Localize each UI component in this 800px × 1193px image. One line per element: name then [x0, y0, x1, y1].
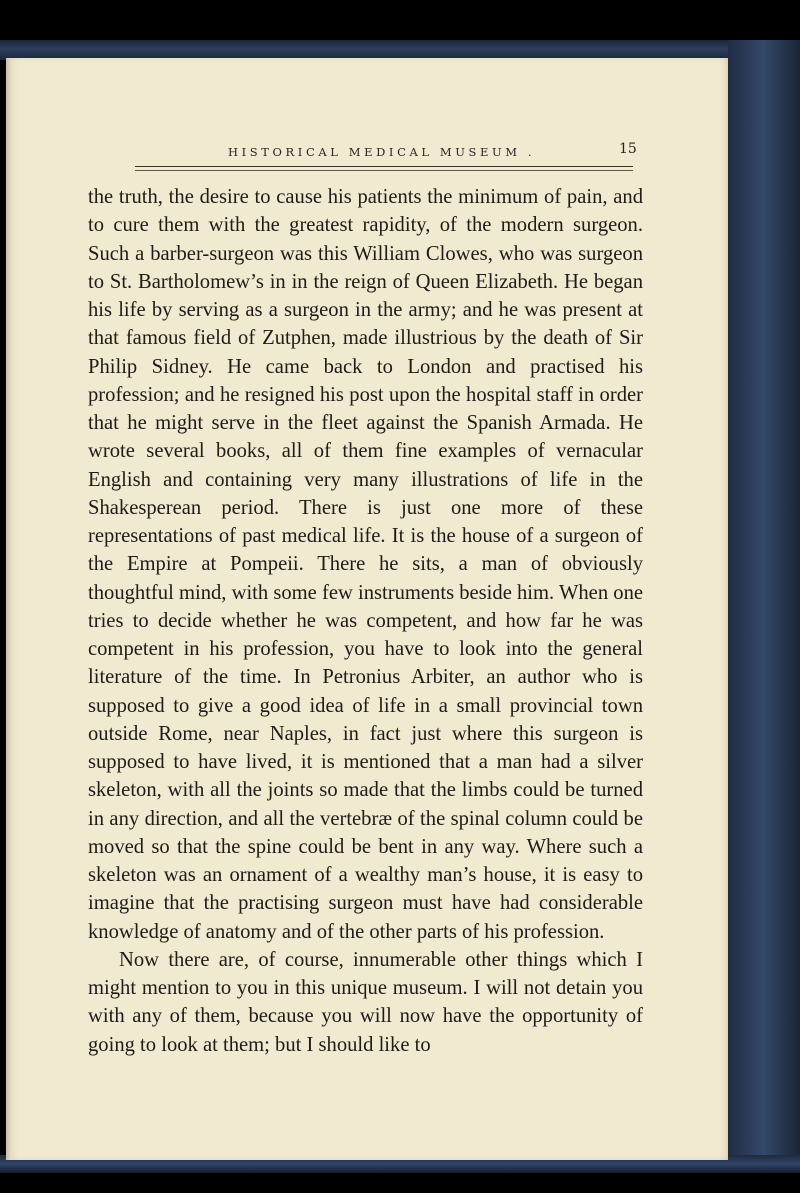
book-binding-right: [728, 40, 800, 1165]
page-number: 15: [619, 141, 637, 157]
header-rule-thin: [135, 170, 633, 171]
paragraph-1: the truth, the desire to cause his patients the minimum of pain, and to cure them with the greatest rapidity, of the modern surgeon. Such a barber-surgeon was this William Clowes, who was surgeon to St. Bartholomew’s in in the reign of Queen Elizabeth. He began his life by serving as a surgeon in the army; and he was present at that famous field of Zutphen, made illustrious by the death of Sir Philip Sidney. He came back to London and practised his profession; and he resigned his post upon the hospital staff in order that he might serve in the fleet against the Spanish Armada. He wrote several books, all of them fine examples of vernacular English and containing very many illustrations of life in the Shakesperean period. There is just one more of these representations of past medical life. It is the house of a surgeon of the Empire at Pompeii. There he sits, a man of obviously thoughtful mind, with some few instruments beside him. When one tries to decide whether he was competent, and how far he was competent in his profession, you have to look into the general literature of the time. In Petronius Arbiter, an author who is supposed to give a good idea of life in a small provincial town outside Rome, near Naples, in fact just where this surgeon is supposed to have lived, it is mentioned that a man had a silver skeleton, with all the joints so made that the limbs could be turned in any direction, and all the vertebræ of the spinal column could be moved so that the spine could be bent in any way. Where such a skeleton was an ornament of a wealthy man’s house, it is easy to imagine that the practising surgeon must have had considerable knowledge of anatomy and of the other parts of his profession.: [88, 186, 644, 943]
running-head: HISTORICAL MEDICAL MUSEUM .: [228, 145, 536, 159]
book-binding-top: [0, 40, 800, 60]
page-gutter-shadow: [6, 58, 12, 1160]
body-text: [88, 183, 643, 1059]
header-rule: [135, 166, 633, 167]
paragraph-2: Now there are, of course, innumerable other things which I might mention to you in this unique museum. I will not detain you with any of them, because you will now have the opportunity of going to look at them; but I should like to: [88, 948, 643, 1056]
